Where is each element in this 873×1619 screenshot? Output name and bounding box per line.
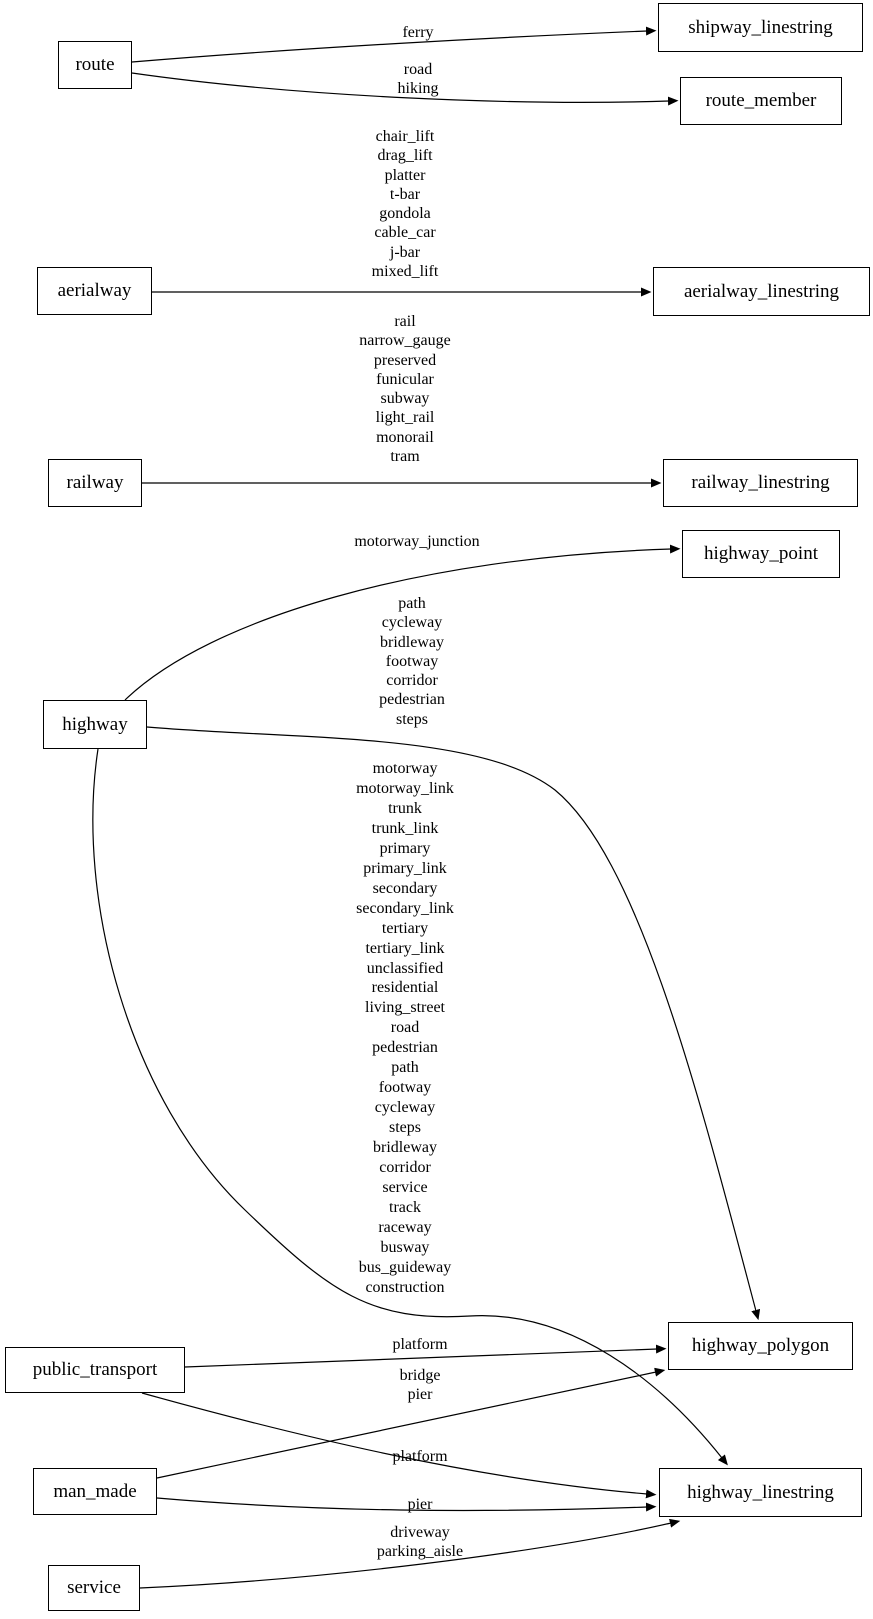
edge-label-line: busway <box>380 1238 430 1256</box>
node-route_member: route_member <box>680 77 842 125</box>
edge-label-line: bridge <box>399 1367 441 1384</box>
edge-label-line: platter <box>384 166 426 184</box>
edge-label-line: steps <box>389 1119 421 1137</box>
edge-label-line: pier <box>407 1496 433 1513</box>
node-aerialway_linestring: aerialway_linestring <box>653 267 870 316</box>
edge-label-line: pedestrian <box>379 691 445 709</box>
edge-label-line: subway <box>380 390 430 408</box>
edge-label-line: secondary <box>372 879 438 897</box>
edge-label-ferry <box>258 23 578 42</box>
edge-label-line: construction <box>365 1278 445 1296</box>
edge-label-line: trunk_link <box>371 819 439 837</box>
edge-label-railway-values <box>245 312 565 466</box>
edge-label-line: cycleway <box>374 1099 436 1117</box>
edge-label-line: platform <box>392 1336 448 1353</box>
edge-label-line: driveway <box>390 1524 450 1541</box>
edge-label-line: motorway_link <box>356 779 454 797</box>
node-service: service <box>48 1565 140 1611</box>
node-aerialway: aerialway <box>37 267 152 315</box>
edge-label-line: ferry <box>402 24 434 41</box>
node-highway_point: highway_point <box>682 530 840 578</box>
edge-label-line: raceway <box>378 1218 432 1236</box>
edge-label-line: road <box>390 1019 420 1037</box>
edge-label-line: funicular <box>376 370 434 388</box>
edge-label-line: tram <box>390 448 420 466</box>
edge-label-line: motorway_junction <box>354 533 480 550</box>
edge-label-line: preserved <box>373 351 437 369</box>
edge-label-line: hiking <box>397 80 439 98</box>
edge-label-line: drag_lift <box>377 147 433 165</box>
edge-label-line: primary_link <box>363 859 447 877</box>
edge-label-line: j-bar <box>389 243 421 261</box>
edge-label-line: cycleway <box>381 614 443 632</box>
edge-label-line: corridor <box>379 1159 431 1177</box>
edge-label-line: path <box>391 1059 419 1077</box>
edge-label-line: pier <box>407 1386 433 1404</box>
edge-label-highway-polygon-values <box>252 594 572 729</box>
edge-label-platform-polygon <box>260 1335 580 1354</box>
edge-label-line: bus_guideway <box>358 1258 452 1276</box>
edge-label-line: cable_car <box>374 224 436 242</box>
edge-label-line: monorail <box>376 428 434 446</box>
node-highway_polygon: highway_polygon <box>668 1322 853 1370</box>
edge-label-line: footway <box>378 1079 432 1097</box>
edge-label-pier-linestring <box>260 1495 580 1514</box>
edge-label-line: residential <box>371 979 439 997</box>
edge-label-line: bridleway <box>373 1139 437 1157</box>
edge-label-line: pedestrian <box>372 1039 438 1057</box>
edge-label-line: secondary_link <box>356 899 454 917</box>
edge-label-line: corridor <box>386 672 438 690</box>
node-railway_linestring: railway_linestring <box>663 459 858 507</box>
edge-label-bridge-pier <box>260 1366 580 1405</box>
node-railway: railway <box>48 459 142 507</box>
edge-label-line: t-bar <box>389 185 421 203</box>
node-public_transport: public_transport <box>5 1347 185 1393</box>
edge-label-line: primary <box>379 839 431 857</box>
edge-label-motorway-junction <box>257 532 577 551</box>
edge-label-platform-linestring <box>260 1447 580 1466</box>
node-shipway_linestring: shipway_linestring <box>658 3 863 52</box>
node-highway_linestring: highway_linestring <box>659 1468 862 1517</box>
edge-label-line: rail <box>394 313 416 330</box>
edge-label-line: path <box>398 595 426 612</box>
edge-label-line: steps <box>396 710 428 728</box>
edge-label-line: service <box>382 1179 428 1197</box>
node-highway: highway <box>43 700 147 749</box>
edge-label-line: road <box>403 61 433 78</box>
edge-label-line: mixed_lift <box>371 263 439 281</box>
edge-label-line: unclassified <box>366 959 444 977</box>
edge-label-driveway-parking-aisle <box>260 1523 580 1562</box>
edge-label-aerialway-values <box>245 127 565 281</box>
node-man_made: man_made <box>33 1468 157 1515</box>
node-route: route <box>58 41 132 89</box>
edge-label-line: bridleway <box>380 633 444 651</box>
edge-label-line: gondola <box>379 205 431 223</box>
edge-label-line: footway <box>385 652 439 670</box>
edge-label-highway-linestring-values <box>245 759 565 1298</box>
edge-label-line: tertiary_link <box>365 939 445 957</box>
edge-label-road-hiking <box>258 60 578 99</box>
edge-label-line: parking_aisle <box>376 1543 464 1561</box>
edge-label-line: trunk <box>388 799 422 817</box>
edge-label-line: tertiary <box>381 919 429 937</box>
edge-label-line: track <box>389 1198 421 1216</box>
edge-public_transport-to-highway_linestring <box>142 1393 647 1494</box>
edge-label-line: motorway <box>372 760 438 777</box>
edge-label-line: narrow_gauge <box>359 332 451 350</box>
edge-label-line: living_street <box>365 999 445 1017</box>
edge-label-line: light_rail <box>375 409 435 427</box>
edge-label-line: platform <box>392 1448 448 1465</box>
edge-label-line: chair_lift <box>375 128 435 145</box>
